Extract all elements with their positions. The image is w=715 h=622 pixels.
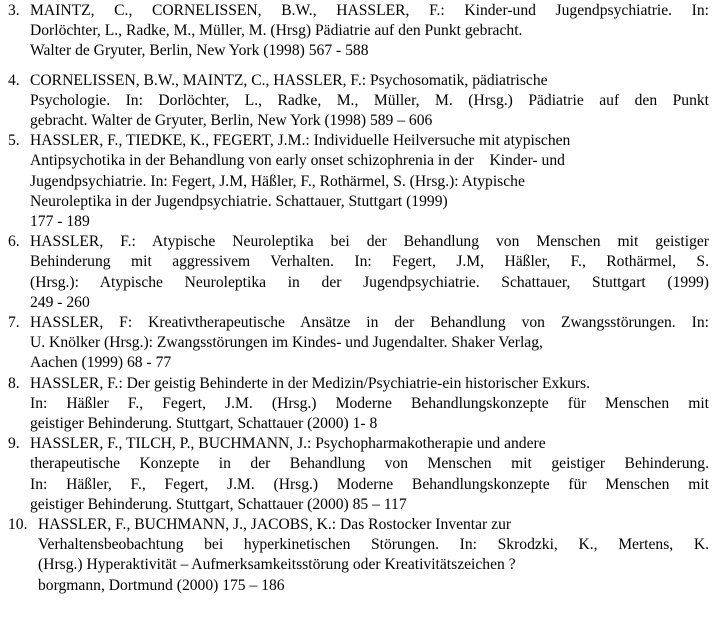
reference-6: [8, 232, 709, 313]
reference-number: 7.: [8, 314, 20, 332]
reference-line: MAINTZ, C., CORNELISSEN, B.W., HASSLER, F.: Kinder-und Jugendpsychiatrie. In:: [30, 2, 709, 19]
reference-line: Dorlöchter, L., Radke, M., Müller, M. (Hrsg) Pädiatrie auf den Punkt gebracht.: [30, 22, 523, 40]
reference-line: 177 - 189: [30, 213, 90, 231]
reference-number: 5.: [8, 132, 20, 150]
reference-4: [8, 71, 709, 132]
reference-line: Antipsychotika in der Behandlung von early onset schizophrenia in der Kinder- und: [30, 152, 565, 170]
reference-number: 6.: [8, 233, 20, 251]
reference-line: HASSLER, F., TIEDKE, K., FEGERT, J.M.: Individuelle Heilversuche mit atypischen: [30, 132, 571, 150]
reference-number: 3.: [8, 2, 20, 19]
reference-line: Jugendpsychiatrie. In: Fegert, J.M, Häßler, F., Rothärmel, S. (Hrsg.): Atypische: [30, 172, 525, 190]
reference-3: [8, 1, 709, 62]
reference-line: Walter de Gryuter, Berlin, New York (1998) 567 - 588: [30, 42, 369, 60]
reference-number: 8.: [8, 374, 20, 392]
reference-line: borgmann, Dortmund (2000) 175 – 186: [38, 576, 285, 594]
reference-line: In: Häßler, F., Fegert, J.M. (Hrsg.) Moderne Behandlungskonzepte für Menschen mit: [30, 475, 709, 493]
reference-line: HASSLER, F.: Atypische Neuroleptika bei der Behandlung von Menschen mit geistiger: [30, 233, 709, 251]
reference-number: 9.: [8, 435, 20, 453]
reference-line: HASSLER, F.: Der geistig Behinderte in der Medizin/Psychiatrie-ein historischer Exkurs.: [30, 374, 591, 392]
reference-line: HASSLER, F., BUCHMANN, J., JACOBS, K.: Das Rostocker Inventar zur: [38, 516, 512, 534]
reference-line: CORNELISSEN, B.W., MAINTZ, C., HASSLER, F.: Psychosomatik, pädiatrische: [30, 71, 548, 89]
reference-number: 10.: [8, 516, 28, 534]
reference-number: 4.: [8, 71, 20, 89]
reference-line: U. Knölker (Hrsg.): Zwangsstörungen im Kindes- und Jugendalter. Shaker Verlag,: [30, 334, 543, 352]
reference-line: (Hrsg.) Hyperaktivität – Aufmerksamkeitsstörung oder Kreativitätszeichen ?: [38, 556, 516, 574]
reference-10: [8, 515, 709, 596]
reference-line: Psychologie. In: Dorlöchter, L., Radke, M., Müller, M. (Hrsg.) Pädiatrie auf den Punkt: [30, 91, 709, 109]
reference-line: In: Häßler F., Fegert, J.M. (Hrsg.) Moderne Behandlungskonzepte für Menschen mit: [30, 394, 709, 412]
reference-7: [8, 313, 709, 374]
reference-line: Verhaltensbeobachtung bei hyperkinetischen Störungen. In: Skrodzki, K., Mertens, K.: [38, 536, 709, 554]
reference-line: therapeutische Konzepte in der Behandlung von Menschen mit geistiger Behinderung.: [30, 455, 709, 473]
reference-line: geistiger Behinderung. Stuttgart, Schattauer (2000) 1- 8: [30, 415, 378, 433]
reference-5: [8, 131, 709, 232]
reference-9: [8, 434, 709, 515]
reference-line: Behinderung mit aggressivem Verhalten. In: Fegert, J.M, Häßler, F., Rothärmel, S.: [30, 253, 709, 271]
reference-line: (Hrsg.): Atypische Neuroleptika in der Jugendpsychiatrie. Schattauer, Stuttgart (1999): [30, 273, 709, 291]
reference-8: [8, 374, 709, 435]
reference-line: geistiger Behinderung. Stuttgart, Schattauer (2000) 85 – 117: [30, 495, 407, 513]
reference-line: Aachen (1999) 68 - 77: [30, 354, 172, 372]
reference-line: HASSLER, F: Kreativtherapeutische Ansätze in der Behandlung von Zwangsstörungen. In:: [30, 314, 709, 332]
reference-line: HASSLER, F., TILCH, P., BUCHMANN, J.: Psychopharmakotherapie und andere: [30, 435, 546, 453]
reference-line: Neuroleptika in der Jugendpsychiatrie. Schattauer, Stuttgart (1999): [30, 192, 448, 210]
reference-line: gebracht. Walter de Gryuter, Berlin, New York (1998) 589 – 606: [30, 112, 433, 130]
reference-line: 249 - 260: [30, 293, 90, 311]
